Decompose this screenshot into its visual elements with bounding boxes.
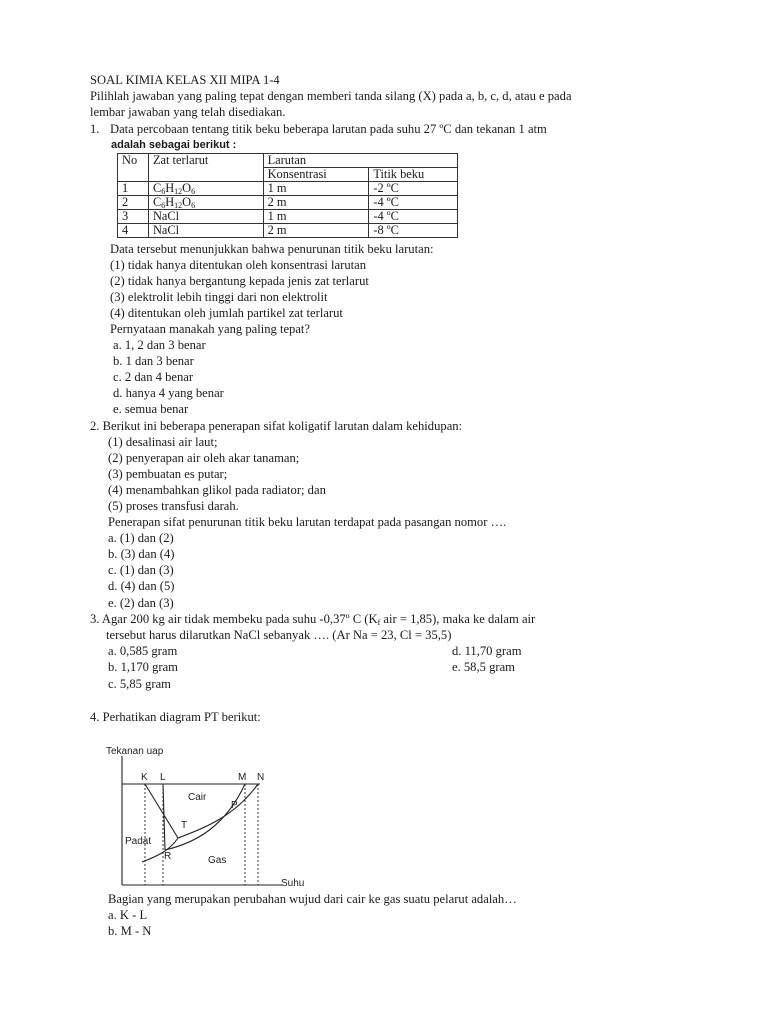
- q2-item: (5) proses transfusi darah.: [108, 499, 239, 513]
- q1-question: Pernyataan manakah yang paling tepat?: [110, 322, 311, 336]
- q2-option-b[interactable]: b. (3) dan (4): [108, 547, 175, 561]
- cell-no: 4: [118, 224, 149, 238]
- q1-option-b[interactable]: b. 1 dan 3 benar: [113, 354, 194, 368]
- cell-zat: NaCl: [148, 224, 263, 238]
- header-no: No: [118, 154, 149, 182]
- q2-option-c[interactable]: c. (1) dan (3): [108, 563, 174, 577]
- q2-item: (2) penyerapan air oleh akar tanaman;: [108, 451, 300, 465]
- cell-titik-beku: -2 ºC: [369, 182, 458, 196]
- q1-text: Data percobaan tentang titik beku beberapa larutan pada suhu 27 ºC dan tekanan 1 atm: [110, 122, 547, 136]
- label-p: P: [231, 800, 238, 811]
- cell-zat-glucose: [148, 182, 263, 196]
- q1-option-a[interactable]: a. 1, 2 dan 3 benar: [113, 338, 206, 352]
- q4-text: 4. Perhatikan diagram PT berikut:: [90, 710, 261, 724]
- cell-konsentrasi: 1 m: [263, 182, 369, 196]
- q1-option-e[interactable]: e. semua benar: [113, 402, 189, 416]
- formula-sub: 6: [191, 187, 196, 196]
- q1-lead: Data tersebut menunjukkan bahwa penurunan titik beku larutan:: [110, 242, 434, 256]
- q4-option-a[interactable]: a. K - L: [108, 908, 148, 922]
- label-r: R: [164, 851, 172, 862]
- formula-sub: 6: [161, 201, 166, 210]
- label-t: T: [181, 820, 188, 831]
- q3-line-2: tersebut harus dilarutkan NaCl sebanyak …. (Ar Na = 23, Cl = 35,5): [106, 628, 452, 642]
- q1-subtitle: adalah sebagai berikut :: [111, 139, 237, 151]
- q3-option-a[interactable]: a. 0,585 gram: [108, 644, 178, 658]
- q2-item: (3) pembuatan es putar;: [108, 467, 228, 481]
- formula-sub: 12: [174, 201, 183, 210]
- q3-option-b[interactable]: b. 1,170 gram: [108, 660, 178, 674]
- q2-option-d[interactable]: d. (4) dan (5): [108, 579, 175, 593]
- header-zat-terlarut: Zat terlarut: [148, 154, 263, 182]
- q2-option-a[interactable]: a. (1) dan (2): [108, 531, 174, 545]
- cell-zat: NaCl: [148, 210, 263, 224]
- region-gas: Gas: [208, 855, 227, 866]
- q2-option-e[interactable]: e. (2) dan (3): [108, 596, 174, 610]
- q3-option-e[interactable]: e. 58,5 gram: [452, 660, 515, 674]
- label-k: K: [141, 772, 148, 783]
- q1-statement: (4) ditentukan oleh jumlah partikel zat terlarut: [110, 306, 343, 320]
- cell-titik-beku: -8 ºC: [369, 224, 458, 238]
- cell-no: 2: [118, 196, 149, 210]
- formula-part: C: [152, 195, 162, 209]
- y-axis-label: Tekanan uap: [106, 746, 164, 757]
- q2-text: 2. Berikut ini beberapa penerapan sifat koligatif larutan dalam kehidupan:: [90, 419, 463, 433]
- freezing-point-table: [117, 153, 458, 238]
- formula-part: O: [182, 181, 192, 195]
- q4-option-b[interactable]: b. M - N: [108, 924, 152, 938]
- formula-part: H: [165, 181, 175, 195]
- q4-question: Bagian yang merupakan perubahan wujud dari cair ke gas suatu pelarut adalah…: [108, 892, 517, 906]
- formula-sub: 6: [191, 201, 196, 210]
- cell-zat-glucose: [148, 196, 263, 210]
- table-row: [118, 224, 458, 238]
- q3-kf-sub: f: [377, 618, 381, 627]
- q1-statement: (2) tidak hanya bergantung kepada jenis zat terlarut: [110, 274, 369, 288]
- pt-diagram: [100, 742, 320, 892]
- instruction-line-2: lembar jawaban yang telah disediakan.: [90, 105, 286, 119]
- instruction-line-1: Pilihlah jawaban yang paling tepat dengan memberi tanda silang (X) pada a, b, c, d, atau e pada: [90, 89, 572, 103]
- q1-option-d[interactable]: d. hanya 4 yang benar: [113, 386, 224, 400]
- header-konsentrasi: Konsentrasi: [263, 168, 369, 182]
- q1-statement: (1) tidak hanya ditentukan oleh konsentrasi larutan: [110, 258, 366, 272]
- label-l: L: [160, 772, 166, 783]
- cell-konsentrasi: 1 m: [263, 210, 369, 224]
- q1-number: 1.: [90, 122, 100, 136]
- formula-sub: 12: [174, 187, 183, 196]
- formula-sub: 6: [161, 187, 166, 196]
- q2-item: (4) menambahkan glikol pada radiator; dan: [108, 483, 326, 497]
- cell-konsentrasi: 2 m: [263, 224, 369, 238]
- header-larutan: Larutan: [263, 154, 457, 168]
- label-m: M: [238, 772, 247, 783]
- header-titik-beku: Titik beku: [369, 168, 458, 182]
- cell-no: 3: [118, 210, 149, 224]
- cell-titik-beku: -4 ºC: [369, 196, 458, 210]
- q3-option-c[interactable]: c. 5,85 gram: [108, 677, 171, 691]
- region-cair: Cair: [188, 792, 207, 803]
- table-row: [118, 182, 458, 196]
- table-header-row: [118, 154, 458, 168]
- page-title: SOAL KIMIA KELAS XII MIPA 1-4: [90, 73, 280, 87]
- table-row: [118, 210, 458, 224]
- melting-line-solvent: [145, 784, 178, 838]
- formula-part: O: [182, 195, 192, 209]
- x-axis-label: Suhu: [281, 878, 305, 889]
- q3-line-1: [90, 611, 535, 627]
- q3-option-d[interactable]: d. 11,70 gram: [452, 644, 522, 658]
- cell-titik-beku: -4 ºC: [369, 210, 458, 224]
- formula-part: C: [152, 181, 162, 195]
- q2-question: Penerapan sifat penurunan titik beku larutan terdapat pada pasangan nomor ….: [108, 515, 507, 529]
- q3-line-1a: 3. Agar 200 kg air tidak membeku pada suhu -0,37º C (K: [90, 612, 378, 626]
- q1-option-c[interactable]: c. 2 dan 4 benar: [113, 370, 194, 384]
- q1-statement: (3) elektrolit lebih tinggi dari non elektrolit: [110, 290, 328, 304]
- q2-item: (1) desalinasi air laut;: [108, 435, 218, 449]
- label-n: N: [257, 772, 265, 783]
- table-row: [118, 196, 458, 210]
- cell-konsentrasi: 2 m: [263, 196, 369, 210]
- formula-part: H: [165, 195, 175, 209]
- q3-line-1b: air = 1,85), maka ke dalam air: [380, 612, 536, 626]
- region-padat: Padat: [125, 836, 152, 847]
- cell-no: 1: [118, 182, 149, 196]
